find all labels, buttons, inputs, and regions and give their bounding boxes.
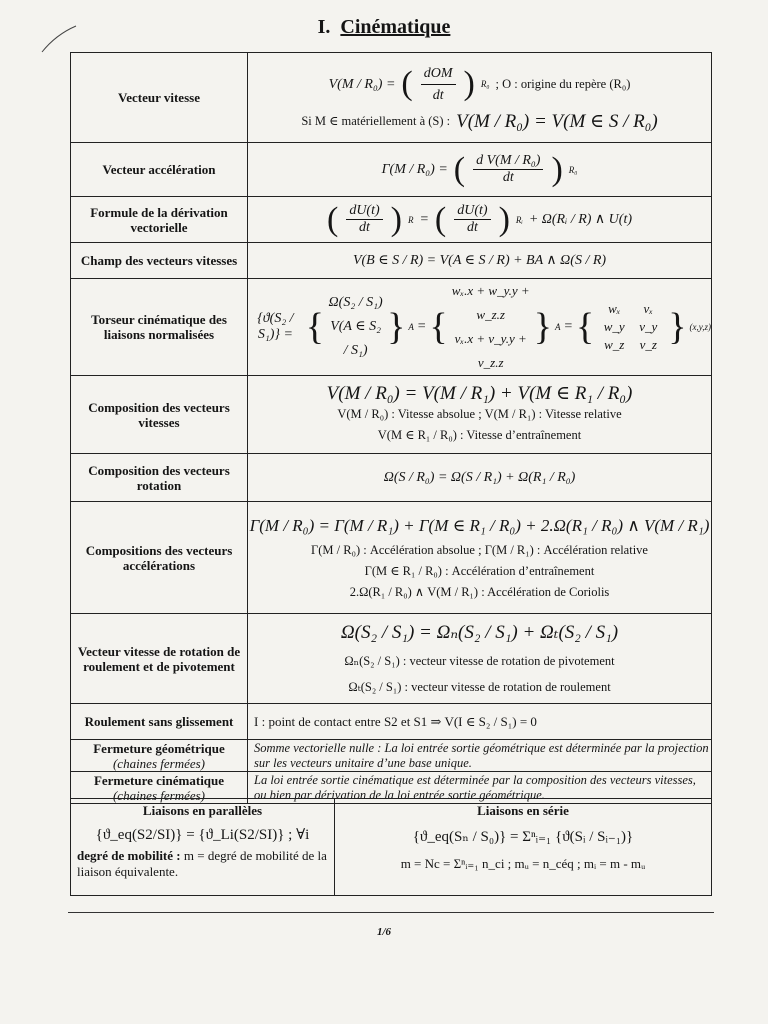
parallele-formula: {ϑ_eq(S2/SI)} = {ϑ_Li(S2/SI)} ; ∀i bbox=[95, 827, 310, 843]
acceleration-fraction: $\frac{\text{d V(M / R₀)}}{dt}$ bbox=[473, 153, 543, 186]
row-derivation bbox=[71, 197, 712, 243]
row-torseur bbox=[71, 279, 712, 376]
cell-vitesse: V(M / R₀) = ( $\frac{\text{dOM}}{dt}$ ) R₀ ; O : origine du repère (R₀) Si M ∈ matériellement à (S) : V(M / R₀) = V(M ∈ S / R₀) bbox=[248, 53, 712, 143]
label-compo-vitesse: Composition des vecteurs vitesses bbox=[71, 376, 248, 454]
label-vitesse: Vecteur vitesse bbox=[71, 53, 248, 143]
serie-title: Liaisons en série bbox=[477, 803, 569, 818]
parallele-mobilite: degré de mobilité : m = degré de mobilité de la liaison équivalente. bbox=[77, 848, 327, 879]
label-acceleration: Vecteur accélération bbox=[71, 143, 248, 197]
row-compo-vitesse bbox=[71, 376, 712, 454]
derivation-tail: + Ω(Rᵢ / R) ∧ U(t) bbox=[528, 212, 633, 227]
cell-derivation: ( $\frac{dU(t)}{dt}$ ) R = ( $\frac{dU(t)}{dt}$ ) Rᵢ + Ω(Rᵢ / R) ∧ U(t) bbox=[248, 197, 712, 243]
footer-rule bbox=[68, 912, 714, 913]
label-torseur: Torseur cinématique des liaisons normalisées bbox=[71, 279, 248, 376]
torseur-lhs: {ϑ(S₂ / S₁)} = bbox=[257, 311, 294, 342]
row-champ bbox=[71, 243, 712, 279]
vitesse-fraction: $\frac{\text{dOM}}{dt}$ bbox=[421, 63, 456, 106]
label-fermeture-cin: Fermeture cinématique (chaines fermées) bbox=[71, 772, 248, 804]
label-compo-acc: Compositions des vecteurs accélérations bbox=[71, 502, 248, 614]
label-champ: Champ des vecteurs vitesses bbox=[71, 243, 248, 279]
vitesse-lhs: V(M / R₀) = bbox=[328, 76, 396, 92]
acceleration-lhs: Γ(M / R₀) = bbox=[381, 161, 448, 177]
label-derivation: Formule de la dérivation vectorielle bbox=[71, 197, 248, 243]
label-sans-glissement: Roulement sans glissement bbox=[71, 704, 248, 740]
row-compo-acc bbox=[71, 502, 712, 614]
row-sans-glissement bbox=[71, 704, 712, 740]
row-compo-rotation bbox=[71, 454, 712, 502]
liaisons-section bbox=[70, 798, 712, 896]
label-roulement: Vecteur vitesse de rotation de roulement et de pivotement bbox=[71, 614, 248, 704]
parallele-title: Liaisons en parallèles bbox=[142, 803, 263, 818]
sans-glissement-text: I : point de contact entre S2 et S1 ⇒ V(I ∈ S₂ / S₁) = 0 bbox=[248, 704, 712, 740]
cell-acceleration: Γ(M / R₀) = ( $\frac{\text{d V(M / R₀)}}{dt}$ ) R₀ bbox=[248, 143, 712, 197]
vitesse-line2-prefix: Si M ∈ matériellement à (S) : bbox=[301, 114, 451, 128]
vitesse-note: ; O : origine du repère (R₀) bbox=[495, 76, 631, 91]
compo-rotation-formula: Ω(S / R₀) = Ω(S / R₁) + Ω(R₁ / R₀) bbox=[248, 454, 712, 502]
page-number: 1/6 bbox=[376, 926, 392, 938]
fermeture-cin-text: La loi entrée sortie cinématique est déterminée par la composition des vecteurs vitesses, ou bien par dérivation de la loi entrée sortie géométrique. bbox=[248, 772, 712, 804]
cell-roulement: Ω(S₂ / S₁) = Ωₙ(S₂ / S₁) + Ωₜ(S₂ / S₁) Ωₙ(S₂ / S₁) : vecteur vitesse de rotation de pivotement Ωₜ(S₂ / S₁) : vecteur vitesse de rotation de roulement bbox=[248, 614, 712, 704]
liaisons-parallele bbox=[71, 799, 335, 895]
title-number: I. bbox=[317, 16, 331, 38]
row-roulement bbox=[71, 614, 712, 704]
title-text: Cinématique bbox=[340, 16, 451, 38]
champ-formula: V(B ∈ S / R) = V(A ∈ S / R) + BA ∧ Ω(S / R) bbox=[248, 243, 712, 279]
cell-compo-acc: Γ(M / R₀) = Γ(M / R₁) + Γ(M ∈ R₁ / R₀) + 2.Ω(R₁ / R₀) ∧ V(M / R₁) Γ(M / R₀) : Accélération absolue ; Γ(M / R₁) : Accélération relative Γ(M ∈ R₁ / R₀) : Accélération d’entraînement 2.Ω(R₁ / R₀) ∧ V(M / R₁) : Accélération de Coriolis bbox=[248, 502, 712, 614]
liaisons-serie bbox=[335, 799, 711, 895]
page-title bbox=[0, 16, 768, 39]
fermeture-geo-text: Somme vectorielle nulle : La loi entrée sortie géométrique est déterminée par la projection sur les vecteurs unitaire d’une base unique. bbox=[248, 740, 712, 772]
formula-table bbox=[70, 52, 712, 804]
serie-formula: {ϑ_eq(Sₙ / S₀)} = Σⁿᵢ₌₁ {ϑ(Sᵢ / Sᵢ₋₁)} bbox=[412, 829, 634, 845]
row-vitesse bbox=[71, 53, 712, 143]
vitesse-line2-formula: V(M / R₀) = V(M ∈ S / R₀) bbox=[456, 110, 658, 132]
label-compo-rotation: Composition des vecteurs rotation bbox=[71, 454, 248, 502]
cell-torseur: {ϑ(S₂ / S₁)} = { Ω(S₂ / S₁) V(A ∈ S₂ / S₁) } A = { wₓ.x + w_y.y + w_z.z vₓ.x + v_y.y + v_z.z } A = { wₓ vₓ w_y v_y w_z v_z } (x,y,z) bbox=[248, 279, 712, 376]
row-acceleration bbox=[71, 143, 712, 197]
row-fermeture-geo bbox=[71, 740, 712, 772]
label-fermeture-geo: Fermeture géométrique (chaines fermées) bbox=[71, 740, 248, 772]
serie-m-line: m = Nc = Σⁿᵢ₌₁ n_ci ; mᵤ = n_céq ; mᵢ = m - mᵤ bbox=[400, 856, 646, 871]
torseur-matrix: wₓ vₓ w_y v_y w_z v_z bbox=[603, 301, 658, 352]
cell-compo-vitesse: V(M / R₀) = V(M / R₁) + V(M ∈ R₁ / R₀) V(M / R₀) : Vitesse absolue ; V(M / R₁) : Vitesse relative V(M ∈ R₁ / R₀) : Vitesse d’entraînement bbox=[248, 376, 712, 454]
